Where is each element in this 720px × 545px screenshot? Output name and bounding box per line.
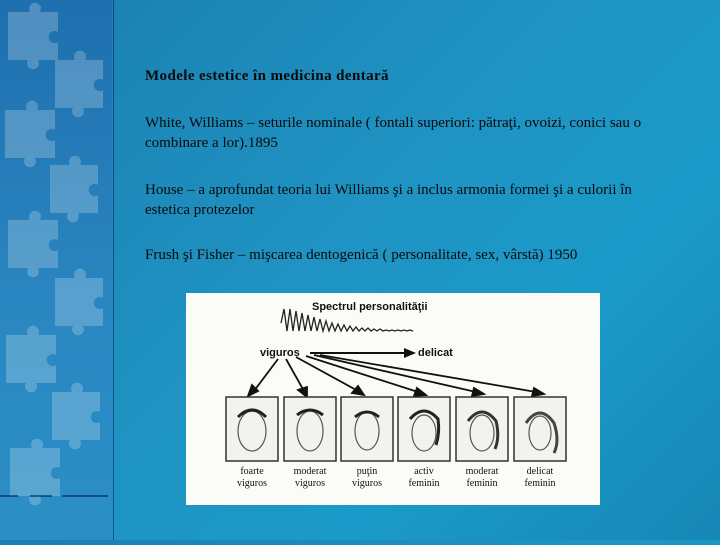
bottom-rule-segment — [30, 495, 52, 497]
face-label — [510, 466, 570, 490]
face-label-line2: viguros — [295, 478, 325, 489]
spectrum-right-label: delicat — [418, 347, 453, 359]
face-label-line1: puţin — [356, 466, 378, 477]
face-label-line2: viguros — [237, 478, 267, 489]
face-label-line1: activ — [414, 466, 434, 477]
spectrum-left-label: viguros — [260, 347, 300, 359]
face-label-line2: feminin — [408, 478, 440, 489]
slide-title: Modele estetice în medicina dentară — [145, 68, 389, 84]
decorative-puzzle-band — [0, 0, 112, 540]
face-label-line1: moderat — [465, 466, 499, 477]
face-label-line2: viguros — [352, 478, 382, 489]
bottom-rule-segment — [0, 495, 18, 497]
face-label-line1: moderat — [293, 466, 327, 477]
face-label-line1: foarte — [240, 466, 264, 477]
face-label-line2: feminin — [524, 478, 556, 489]
personality-spectrum-figure — [186, 293, 600, 505]
puzzle-pattern-icon — [0, 0, 112, 540]
face-label-line1: delicat — [526, 466, 554, 477]
bottom-rule-segment — [62, 495, 108, 497]
face-label — [452, 466, 512, 490]
face-label — [280, 466, 340, 490]
face-label — [337, 466, 397, 490]
face-label — [222, 466, 282, 490]
paragraph-white-williams: White, Williams – seturile nominale ( fontali superiori: pătraţi, ovoizi, conici sau o combinare a lor).1895 — [145, 115, 642, 151]
paragraph-house: House – a aprofundat teoria lui Williams şi a inclus armonia formei şi a culorii în estetica protezelor — [145, 182, 632, 218]
paragraph-frush-fisher: Frush şi Fisher – mişcarea dentogenică ( personalitate, sex, vârstă) 1950 — [145, 247, 578, 263]
face-label — [394, 466, 454, 490]
vertical-divider — [113, 0, 114, 540]
face-label-line2: feminin — [466, 478, 498, 489]
figure-title: Spectrul personalităţii — [312, 301, 428, 313]
